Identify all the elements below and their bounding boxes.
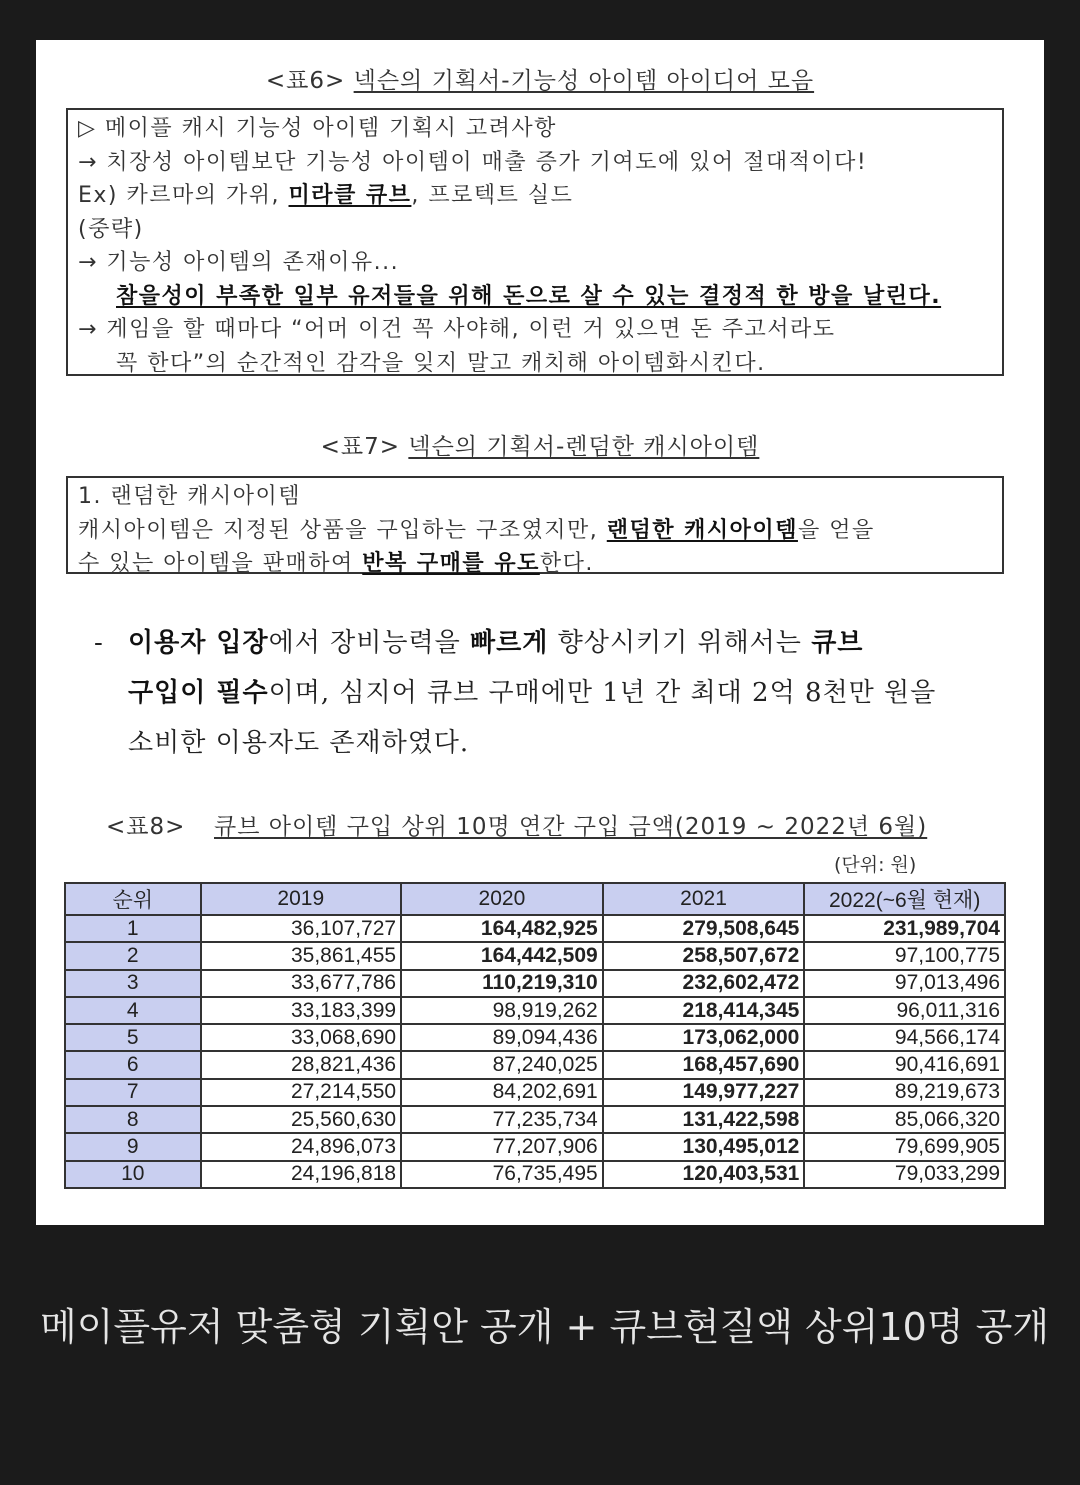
bullet-dash: -	[94, 628, 104, 658]
table7-title: 넥슨의 기획서-렌덤한 캐시아이템	[408, 434, 760, 460]
amount-cell: 79,699,905	[804, 1133, 1005, 1160]
text-span: 캐시아이템은 지정된 상품을 구입하는 구조였지만,	[78, 517, 607, 543]
amount-cell: 76,735,495	[401, 1161, 603, 1188]
document-image	[36, 40, 1044, 1225]
amount-cell: 84,202,691	[401, 1079, 603, 1106]
table6-number: <표6>	[265, 68, 346, 94]
table6-caption	[36, 62, 1044, 95]
amount-cell: 97,013,496	[804, 970, 1005, 997]
amount-cell: 24,196,818	[201, 1161, 402, 1188]
amount-cell: 27,214,550	[201, 1079, 402, 1106]
rank-cell: 3	[65, 970, 201, 997]
table-row	[65, 1133, 1005, 1160]
column-header: 2019	[201, 883, 402, 915]
table6-line: → 치장성 아이템보단 기능성 아이템이 매출 증가 기여도에 있어 절대적이다!	[78, 149, 868, 175]
amount-cell: 33,068,690	[201, 1024, 402, 1051]
table7-line	[78, 547, 992, 581]
paragraph-line: 소비한 이용자도 존재하였다.	[128, 728, 470, 758]
text-span: 구입이 필수	[128, 678, 269, 708]
table8-number: <표8>	[106, 814, 186, 840]
amount-cell: 24,896,073	[201, 1133, 402, 1160]
rank-cell: 2	[65, 942, 201, 969]
amount-cell: 279,508,645	[603, 915, 805, 942]
text-span: 수 있는 아이템을 판매하여	[78, 551, 363, 576]
column-header: 2020	[401, 883, 603, 915]
amount-cell: 90,416,691	[804, 1051, 1005, 1078]
amount-cell: 96,011,316	[804, 997, 1005, 1024]
rank-cell: 5	[65, 1024, 201, 1051]
rank-cell: 4	[65, 997, 201, 1024]
amount-cell: 232,602,472	[603, 970, 805, 997]
amount-cell: 168,457,690	[603, 1051, 805, 1078]
text-span: Ex) 카르마의 가위,	[78, 183, 289, 208]
amount-cell: 97,100,775	[804, 942, 1005, 969]
table8-unit: (단위: 원)	[834, 854, 917, 876]
text-span: 한다.	[539, 551, 594, 576]
amount-cell: 173,062,000	[603, 1024, 805, 1051]
text-span: 을 얻을	[797, 517, 875, 543]
amount-cell: 33,677,786	[201, 970, 402, 997]
text-span: 이용자 입장	[128, 628, 269, 658]
table-row	[65, 1051, 1005, 1078]
table6-line: (중략)	[78, 216, 144, 242]
rank-cell: 6	[65, 1051, 201, 1078]
amount-cell: 33,183,399	[201, 997, 402, 1024]
post-caption: 메이플유저 맞춤형 기획안 공개 + 큐브현질액 상위10명 공개	[40, 1305, 1050, 1349]
table7-line: 1. 랜덤한 캐시아이템	[78, 484, 301, 509]
amount-cell: 36,107,727	[201, 915, 402, 942]
table-row	[65, 1024, 1005, 1051]
table6-line-emphasis: 참을성이 부족한 일부 유저들을 위해 돈으로 살 수 있는 결정적 한 방을 날린다.	[116, 283, 942, 309]
table8-title: 큐브 아이템 구입 상위 10명 연간 구입 금액(2019 ~ 2022년 6월)	[214, 814, 928, 840]
amount-cell: 258,507,672	[603, 942, 805, 969]
rank-cell: 10	[65, 1161, 201, 1188]
table-body	[65, 915, 1005, 1188]
table7-caption	[36, 428, 1044, 461]
amount-cell: 25,560,630	[201, 1106, 402, 1133]
cube-purchase-table	[64, 882, 1006, 1189]
table7-number: <표7>	[320, 434, 401, 460]
summary-paragraph	[94, 618, 1024, 768]
table7-box	[66, 476, 1004, 574]
amount-cell: 28,821,436	[201, 1051, 402, 1078]
text-span: 빠르게	[469, 628, 549, 658]
table6-line	[78, 179, 992, 213]
column-header: 2021	[603, 883, 805, 915]
amount-cell: 130,495,012	[603, 1133, 805, 1160]
repeat-purchase-highlight: 반복 구매를 유도	[362, 551, 540, 576]
rank-cell: 8	[65, 1106, 201, 1133]
column-header: 2022(~6월 현재)	[804, 883, 1005, 915]
table-header-row	[65, 883, 1005, 915]
table6-box	[66, 108, 1004, 376]
miracle-cube-highlight: 미라클 큐브	[288, 183, 412, 208]
table-row	[65, 997, 1005, 1024]
table-row	[65, 970, 1005, 997]
amount-cell: 35,861,455	[201, 942, 402, 969]
table6-title: 넥슨의 기획서-기능성 아이템 아이디어 모음	[353, 68, 815, 94]
table6-line: 꼭 한다”의 순간적인 감각을 잊지 말고 캐치해 아이템화시킨다.	[116, 350, 766, 376]
text-span: 향상시키기 위해서는	[548, 628, 812, 658]
amount-cell: 89,219,673	[804, 1079, 1005, 1106]
amount-cell: 87,240,025	[401, 1051, 603, 1078]
table-row	[65, 1079, 1005, 1106]
amount-cell: 77,235,734	[401, 1106, 603, 1133]
amount-cell: 110,219,310	[401, 970, 603, 997]
table7-line	[78, 514, 992, 548]
table-row	[65, 942, 1005, 969]
text-span: 큐브	[811, 628, 864, 658]
amount-cell: 218,414,345	[603, 997, 805, 1024]
table-row	[65, 915, 1005, 942]
amount-cell: 149,977,227	[603, 1079, 805, 1106]
table6-line: → 게임을 할 때마다 “어머 이건 꼭 사야해, 이런 거 있으면 돈 주고서라도	[78, 317, 836, 342]
amount-cell: 77,207,906	[401, 1133, 603, 1160]
amount-cell: 85,066,320	[804, 1106, 1005, 1133]
table-row	[65, 1106, 1005, 1133]
rank-cell: 7	[65, 1079, 201, 1106]
column-header: 순위	[65, 883, 201, 915]
text-span: 이며, 심지어 큐브 구매에만 1년 간 최대 2억 8천만 원을	[268, 678, 937, 708]
table6-line: ▷ 메이플 캐시 기능성 아이템 기획시 고려사항	[78, 116, 557, 141]
rank-cell: 1	[65, 915, 201, 942]
amount-cell: 120,403,531	[603, 1161, 805, 1188]
rank-cell: 9	[65, 1133, 201, 1160]
amount-cell: 131,422,598	[603, 1106, 805, 1133]
amount-cell: 79,033,299	[804, 1161, 1005, 1188]
paragraph-line	[94, 668, 1024, 718]
amount-cell: 164,482,925	[401, 915, 603, 942]
amount-cell: 89,094,436	[401, 1024, 603, 1051]
amount-cell: 164,442,509	[401, 942, 603, 969]
table-row	[65, 1161, 1005, 1188]
table6-line: → 기능성 아이템의 존재이유...	[78, 250, 400, 275]
amount-cell: 94,566,174	[804, 1024, 1005, 1051]
random-cash-item-highlight: 랜덤한 캐시아이템	[606, 517, 798, 543]
amount-cell: 231,989,704	[804, 915, 1005, 942]
amount-cell: 98,919,262	[401, 997, 603, 1024]
text-span: 에서 장비능력을	[268, 628, 470, 658]
paragraph-line	[94, 618, 1024, 668]
text-span: , 프로텍트 실드	[411, 183, 574, 208]
